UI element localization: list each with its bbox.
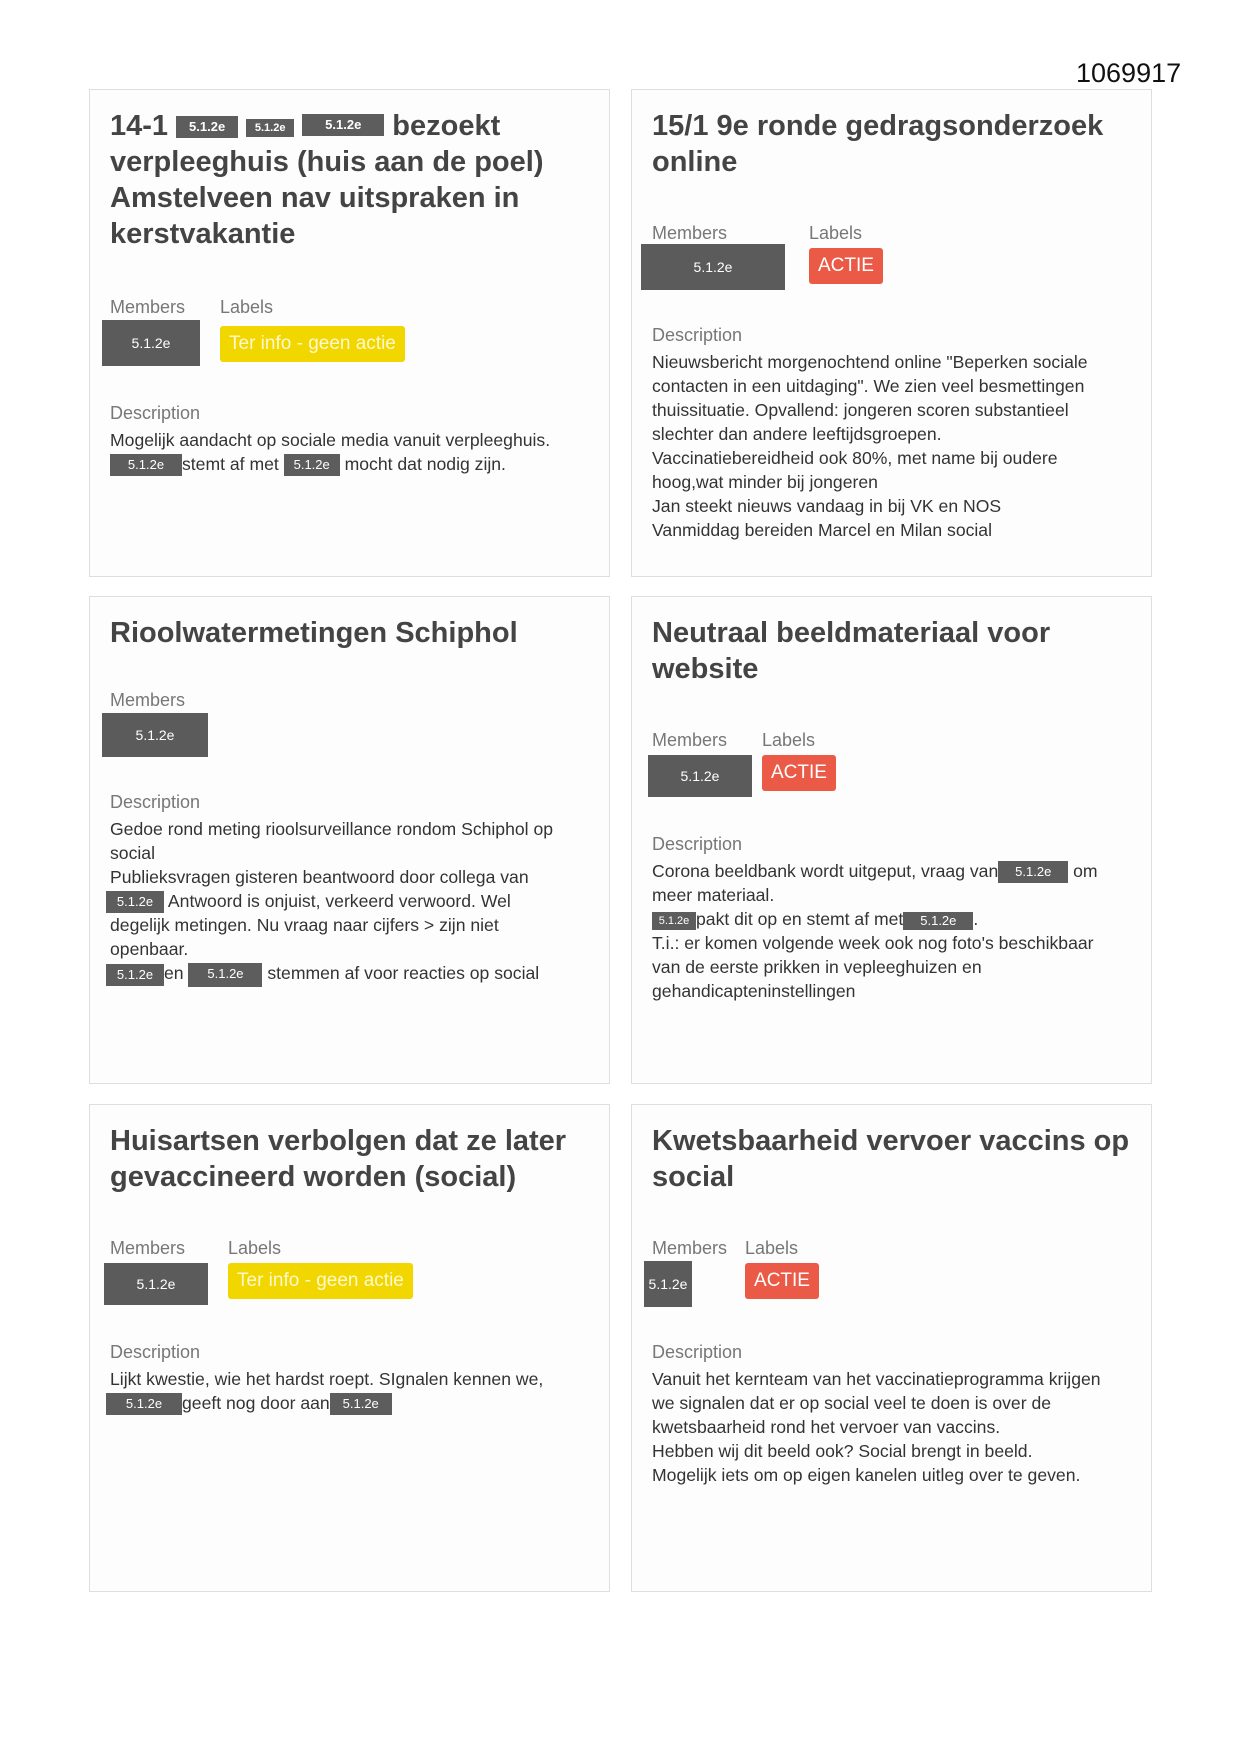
redaction-block: 5.1.2e: [284, 454, 340, 476]
card-description: Vanuit het kernteam van het vaccinatieprogramma krijgen we signalen dat er op social veel te doen is over de kwetsbaarheid rond het vervoer van vaccins. Hebben wij dit beeld ook? Social brengt in beeld. Mogelijk iets om op eigen kanelen uitleg over te geven.: [652, 1369, 1101, 1485]
members-label: Members: [110, 297, 186, 317]
redaction-block: 5.1.2e: [302, 114, 384, 136]
description-label: Description: [110, 792, 201, 812]
members-label: Members: [110, 1238, 186, 1258]
labels-section: [762, 729, 836, 791]
redaction-block: 5.1.2e: [188, 963, 262, 987]
member-avatar[interactable]: 5.1.2e: [648, 755, 752, 797]
labels-label: Labels: [228, 1238, 282, 1258]
redaction-block: 5.1.2e: [246, 119, 294, 137]
members-section: [110, 689, 208, 757]
card-title: Neutraal beeldmateriaal voor website: [652, 617, 1051, 685]
card-title: 15/1 9e ronde gedragsonderzoek online: [652, 110, 1104, 178]
document-number: 1069917: [1076, 58, 1182, 88]
member-avatar[interactable]: 5.1.2e: [641, 244, 785, 290]
card-beeldmateriaal[interactable]: [631, 596, 1152, 1084]
description-label: Description: [652, 834, 743, 854]
redaction-block: 5.1.2e: [110, 454, 182, 476]
labels-section: [809, 222, 883, 284]
members-label: Members: [652, 730, 728, 750]
member-avatar[interactable]: 5.1.2e: [102, 320, 200, 366]
card-description: Nieuwsbericht morgenochtend online "Beperken sociale contacten in een uitdaging". We zien veel besmettingen thuissituatie. Opvallend: jongeren scoren substantieel slechter dan andere leeftijdsgroepen. Vaccinatiebereidheid ook 80%, met name bij oudere hoog,wat minder bij jongeren Jan steekt nieuws vandaag in bij VK en NOS Vanmiddag bereiden Marcel en Milan social: [652, 352, 1088, 540]
card-title: 14-1 5.1.2e 5.1.2e 5.1.2e bezoekt verpleeghuis (huis aan de poel) Amstelveen nav uitspraken in kerstvakantie: [110, 110, 544, 250]
card-gedragsonderzoek[interactable]: [631, 89, 1152, 577]
card-description: Gedoe rond meting rioolsurveillance rondom Schiphol op social Publieksvragen gisteren beantwoord door collega van 5.1.2e Antwoord is onjuist, verkeerd verwoord. Wel degelijk metingen. Nu vraag naar cijfers > zijn niet openbaar. 5.1.2e en 5.1.2e stemmen af voor reacties op social: [110, 817, 591, 987]
redaction-block: 5.1.2e: [652, 912, 696, 930]
members-label: Members: [652, 223, 728, 243]
redaction-block: 5.1.2e: [330, 1393, 392, 1415]
redaction-block: 5.1.2e: [903, 912, 973, 930]
label-ter-info[interactable]: Ter info - geen actie: [220, 326, 405, 362]
labels-label: Labels: [762, 730, 816, 750]
card-kwetsbaarheid-vervoer[interactable]: [631, 1104, 1152, 1592]
redaction-block: 5.1.2e: [998, 861, 1068, 883]
member-avatar[interactable]: 5.1.2e: [104, 1263, 208, 1305]
members-section: [110, 1237, 208, 1305]
redaction-block: 5.1.2e: [106, 964, 164, 986]
card-verpleeghuis-bezoek[interactable]: [89, 89, 610, 577]
card-huisartsen[interactable]: [89, 1104, 610, 1592]
members-section: [648, 1237, 728, 1307]
members-label: Members: [110, 690, 186, 710]
description-label: Description: [110, 1342, 201, 1362]
labels-section: [745, 1237, 819, 1299]
labels-label: Labels: [745, 1238, 799, 1258]
card-description: Corona beeldbank wordt uitgeput, vraag van 5.1.2e om meer materiaal. 5.1.2e pakt dit op en stemt af met 5.1.2e . T.i.: er komen volgende week ook nog foto's beschikbaar van de eerste prikken in vepleeghuizen en gehandicapteninstellingen: [652, 861, 1098, 1002]
members-label: Members: [652, 1238, 728, 1258]
redaction-block: 5.1.2e: [106, 891, 164, 913]
members-section: [652, 222, 785, 290]
card-title: Kwetsbaarheid vervoer vaccins op social: [652, 1125, 1130, 1193]
labels-section: [228, 1237, 413, 1299]
description-label: Description: [652, 1342, 743, 1362]
redaction-block: 5.1.2e: [176, 116, 238, 138]
description-label: Description: [652, 325, 743, 345]
card-title: Rioolwatermetingen Schiphol: [110, 617, 518, 649]
labels-label: Labels: [220, 297, 274, 317]
member-avatar[interactable]: 5.1.2e: [644, 1261, 692, 1307]
card-description: Mogelijk aandacht op sociale media vanuit verpleeghuis. 5.1.2e stemt af met 5.1.2e mocht dat nodig zijn.: [110, 428, 591, 476]
members-section: [110, 296, 200, 366]
label-actie[interactable]: ACTIE: [762, 755, 836, 791]
card-title: Huisartsen verbolgen dat ze later gevaccineerd worden (social): [110, 1125, 567, 1193]
members-section: [652, 729, 752, 797]
label-actie[interactable]: ACTIE: [745, 1263, 819, 1299]
label-ter-info[interactable]: Ter info - geen actie: [228, 1263, 413, 1299]
labels-label: Labels: [809, 223, 863, 243]
card-description: Lijkt kwestie, wie het hardst roept. SIgnalen kennen we, 5.1.2e geeft nog door aan 5.1.2e: [110, 1367, 591, 1415]
labels-section: [220, 296, 405, 362]
card-rioolwatermetingen[interactable]: [89, 596, 610, 1084]
member-avatar[interactable]: 5.1.2e: [102, 713, 208, 757]
label-actie[interactable]: ACTIE: [809, 248, 883, 284]
redaction-block: 5.1.2e: [106, 1393, 182, 1415]
description-label: Description: [110, 403, 201, 423]
